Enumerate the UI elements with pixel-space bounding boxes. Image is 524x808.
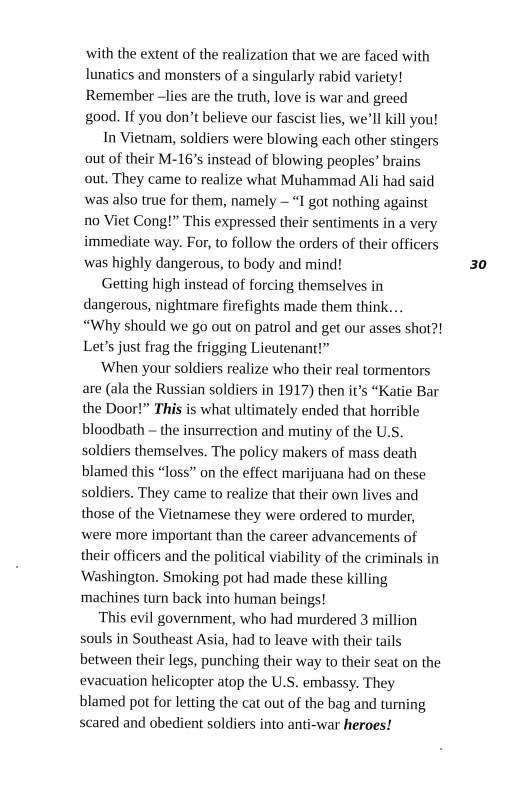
text-segment: dangerous, nightmare firefights made them think… (83, 295, 405, 316)
text-segment: is what ultimately ended that horrible (182, 401, 420, 421)
text-segment: Let’s just frag the frigging Lieutenant!” (83, 337, 330, 358)
body-text (79, 44, 506, 738)
text-segment: soldiers. They came to realize that their own lives and (81, 484, 419, 505)
text-segment: In Vietnam, soldiers were blowing each other stingers (103, 128, 439, 150)
text-segment: immediate way. For, to follow the orders of their officers (84, 233, 439, 254)
text-segment: lunatics and monsters of a singularly rabid variety! (85, 65, 404, 86)
text-segment: scared and obedient soldiers into anti-war (79, 713, 344, 734)
text-segment: was also true for them, namely – “I got nothing against (84, 191, 428, 212)
text-segment: evacuation helicopter atop the U.S. embassy. They (79, 672, 396, 693)
text-segment: Getting high instead of forcing themselves in (101, 275, 384, 295)
text-segment: souls in Southeast Asia, had to leave with their tails (80, 630, 402, 651)
emphasized-text: This (153, 401, 183, 419)
text-segment: the Door!” (82, 400, 154, 419)
text-segment: were more important than the career advancements of (81, 525, 417, 547)
text-segment: soldiers themselves. The policy makers of mass death (82, 442, 418, 463)
text-segment: Remember –lies are the truth, love is war and greed (85, 86, 408, 107)
page-number: 30 (470, 258, 487, 272)
text-segment: blamed this “loss” on the effect marijuana had on these (81, 463, 426, 484)
scan-speck (440, 748, 442, 750)
text-segment: “Why should we go out on patrol and get our asses shot?! (83, 316, 444, 338)
text-segment: was highly dangerous, to body and mind! (83, 254, 343, 274)
text-segment: out. They came to realize what Muhammad Ali had said (84, 170, 435, 191)
scan-speck (16, 566, 18, 568)
text-segment: Washington. Smoking pot had made these killing (80, 567, 388, 588)
text-segment: blamed pot for letting the cat out of the bag and turning (79, 693, 426, 714)
text-segment: their officers and the political viability of the criminals in (81, 546, 440, 568)
text-segment: out of their M-16’s instead of blowing peoples’ brains (84, 149, 421, 170)
text-segment: good. If you don’t believe our fascist lies, we’ll kill you! (85, 107, 439, 129)
text-segment: This evil government, who had murdered 3 million (98, 609, 418, 630)
text-segment: with the extent of the realization that we are faced with (85, 44, 430, 66)
text-segment: When your soldiers realize who their real tormentors (100, 358, 431, 379)
text-segment: those of the Vietnamese they were ordered to murder, (81, 504, 416, 526)
text-segment: between their legs, punching their way to their seat on the (80, 651, 441, 672)
text-segment: bloodbath – the insurrection and mutiny of the U.S. (82, 421, 404, 442)
text-segment: machines turn back into human beings! (80, 588, 327, 608)
text-segment: are (ala the Russian soldiers in 1917) then it’s “Katie Bar (82, 379, 439, 400)
emphasized-text: heroes! (343, 716, 393, 734)
text-segment: no Viet Cong!” This expressed their sentiments in a very (84, 212, 438, 233)
text-line (79, 713, 499, 738)
